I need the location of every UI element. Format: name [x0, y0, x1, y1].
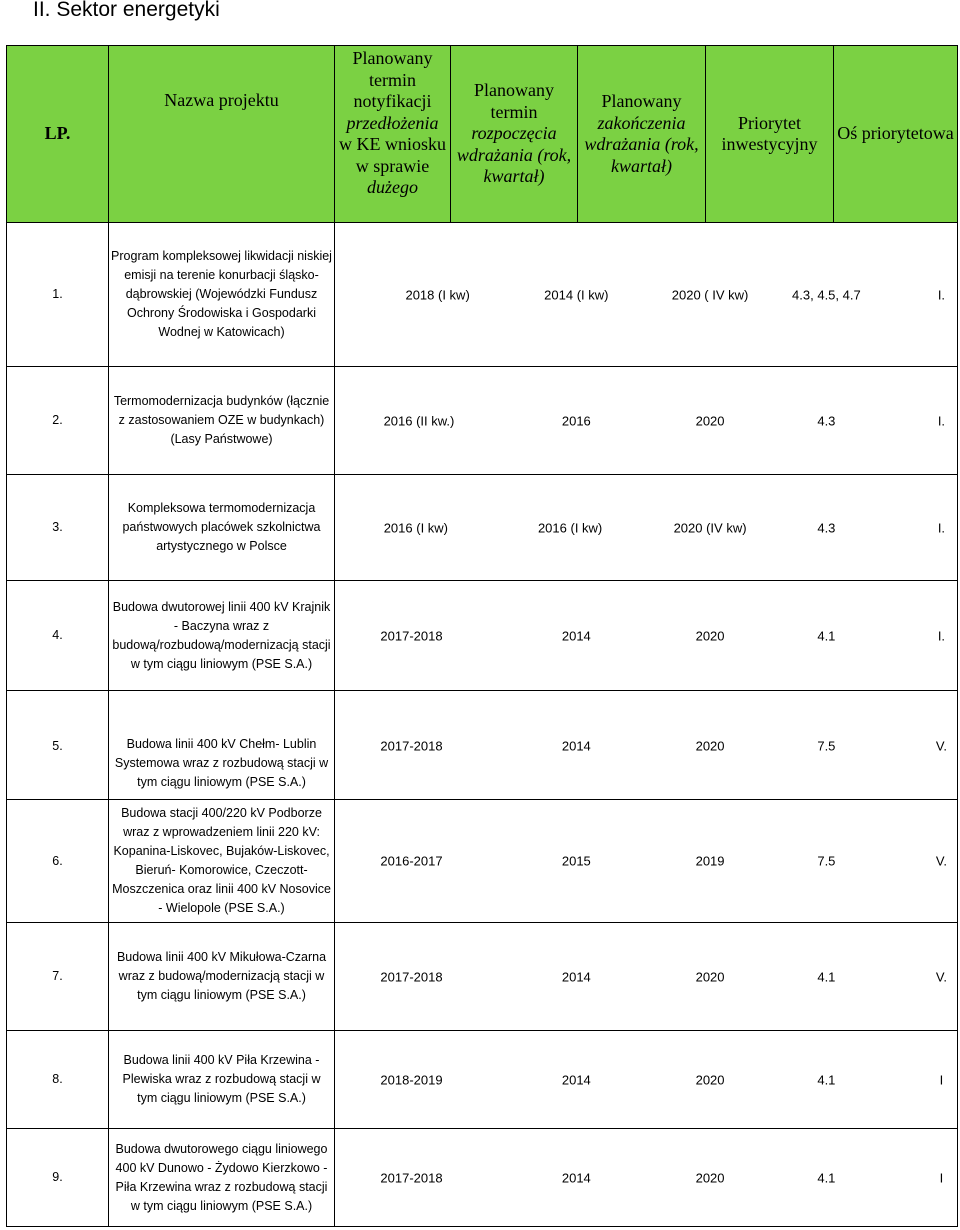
row-lp: 5.: [7, 691, 109, 800]
row-investment-priority: 4.3: [817, 413, 836, 428]
row-investment-priority: 4.3, 4.5, 4.7: [792, 287, 861, 302]
header-lp: LP.: [7, 46, 109, 223]
table-row: [7, 800, 958, 923]
row-project-name: Termomodernizacja budynków (łącznie z zastosowaniem OZE w budynkach)(Lasy Państwowe): [109, 367, 335, 475]
row-notification-term: 2017-2018: [380, 969, 443, 984]
row-end-term: 2020: [695, 628, 725, 643]
row-values: [335, 581, 958, 691]
row-end-term: 2020 (IV kw): [673, 520, 747, 535]
row-priority-axis: V.: [935, 738, 947, 754]
table-row: [7, 691, 958, 800]
row-priority-axis: I.: [937, 628, 946, 643]
header-start-term: Planowany termin rozpoczęcia wdrażania (rok, kwartał): [451, 46, 578, 223]
header-end-term: Planowany zakończenia wdrażania (rok, kwartał): [578, 46, 706, 223]
row-start-term: 2014: [561, 738, 591, 754]
row-project-name: Program kompleksowej likwidacji niskiej emisji na terenie konurbacji śląsko- dąbrowskiej (Wojewódzki Fundusz Ochrony Środowiska i Gospodarki Wodnej w Katowicach): [109, 223, 335, 367]
row-values: [335, 1129, 958, 1227]
row-priority-axis: V.: [935, 969, 947, 984]
row-values: [335, 800, 958, 923]
row-priority-axis: I.: [937, 413, 946, 428]
row-end-term: 2020: [695, 738, 725, 754]
row-project-name: Budowa linii 400 kV Mikułowa-Czarna wraz z budową/modernizacją stacji w tym ciągu liniowym (PSE S.A.): [109, 923, 335, 1031]
row-notification-term: 2017-2018: [380, 1170, 443, 1185]
row-notification-term: 2017-2018: [380, 628, 443, 643]
row-start-term: 2014: [561, 969, 591, 984]
row-priority-axis: V.: [935, 853, 947, 869]
row-priority-axis: I.: [937, 287, 946, 302]
row-values: [335, 367, 958, 475]
row-investment-priority: 4.3: [817, 520, 836, 535]
row-start-term: 2014 (I kw): [544, 287, 609, 302]
row-investment-priority: 7.5: [817, 853, 836, 869]
row-start-term: 2016 (I kw): [537, 520, 603, 535]
row-project-name: Budowa linii 400 kV Chełm- Lublin Systemowa wraz z rozbudową stacji w tym ciągu liniowym (PSE S.A.): [109, 691, 335, 800]
section-title: II. Sektor energetyki: [33, 0, 220, 21]
row-notification-term: 2018-2019: [380, 1072, 443, 1087]
row-end-term: 2019: [695, 853, 725, 869]
row-start-term: 2014: [561, 628, 591, 643]
row-priority-axis: I: [939, 1170, 944, 1185]
row-values: [335, 475, 958, 581]
row-project-name: Budowa linii 400 kV Piła Krzewina - Plewiska wraz z rozbudową stacji w tym ciągu liniowym (PSE S.A.): [109, 1031, 335, 1129]
table-row: [7, 475, 958, 581]
table-row: [7, 923, 958, 1031]
row-investment-priority: 4.1: [817, 1170, 836, 1185]
row-values: [335, 1031, 958, 1129]
row-notification-term: 2016-2017: [380, 853, 443, 869]
row-end-term: 2020: [695, 1072, 725, 1087]
row-lp: 9.: [7, 1129, 109, 1227]
row-start-term: 2014: [561, 1072, 591, 1087]
row-end-term: 2020: [695, 413, 725, 428]
table-row: [7, 1031, 958, 1129]
table-row: [7, 223, 958, 367]
row-end-term: 2020: [695, 969, 725, 984]
row-values: [335, 223, 958, 367]
row-investment-priority: 4.1: [817, 628, 836, 643]
row-lp: 2.: [7, 367, 109, 475]
row-notification-term: 2016 (I kw): [383, 520, 449, 535]
header-priority-axis: Oś priorytetowa: [834, 46, 958, 223]
header-investment-priority: Priorytet inwestycyjny: [706, 46, 834, 223]
row-notification-term: 2017-2018: [380, 738, 443, 754]
table-row: [7, 581, 958, 691]
row-notification-term: 2018 (I kw): [405, 287, 470, 302]
row-project-name: Budowa dwutorowego ciągu liniowego 400 kV Dunowo - Żydowo Kierzkowo - Piła Krzewina wraz z rozbudową stacji w tym ciągu liniowym (PSE S.A.): [109, 1129, 335, 1227]
row-lp: 1.: [7, 223, 109, 367]
row-notification-term: 2016 (II kw.): [383, 413, 455, 428]
row-investment-priority: 7.5: [817, 738, 836, 754]
row-end-term: 2020: [695, 1170, 725, 1185]
row-project-name: Kompleksowa termomodernizacja państwowych placówek szkolnictwa artystycznego w Polsce: [109, 475, 335, 581]
row-investment-priority: 4.1: [817, 969, 836, 984]
row-priority-axis: I.: [937, 520, 946, 535]
header-notification-term: Planowany termin notyfikacji przedłożenia w KE wniosku w sprawie dużego: [335, 46, 451, 223]
header-project-name: Nazwa projektu: [109, 46, 335, 223]
row-start-term: 2016: [561, 413, 591, 428]
table-row: [7, 367, 958, 475]
row-values: [335, 923, 958, 1031]
row-lp: 3.: [7, 475, 109, 581]
table-row: [7, 1129, 958, 1227]
row-lp: 7.: [7, 923, 109, 1031]
row-priority-axis: I: [939, 1072, 944, 1087]
row-lp: 8.: [7, 1031, 109, 1129]
row-investment-priority: 4.1: [817, 1072, 836, 1087]
row-start-term: 2015: [561, 853, 591, 869]
projects-table: [6, 45, 958, 1227]
row-start-term: 2014: [561, 1170, 591, 1185]
row-lp: 6.: [7, 800, 109, 923]
row-end-term: 2020 ( IV kw): [671, 287, 749, 302]
row-lp: 4.: [7, 581, 109, 691]
row-values: [335, 691, 958, 800]
row-project-name: Budowa dwutorowej linii 400 kV Krajnik - Baczyna wraz z budową/rozbudową/modernizacją stacji w tym ciągu liniowym (PSE S.A.): [109, 581, 335, 691]
header-row: [7, 46, 958, 223]
row-project-name: Budowa stacji 400/220 kV Podborze wraz z wprowadzeniem linii 220 kV: Kopanina-Liskovec, Bujaków-Liskovec, Bieruń- Komorowice, Czeczott-Moszczenica oraz linii 400 kV Nosovice - Wielopole (PSE S.A.): [109, 800, 335, 923]
